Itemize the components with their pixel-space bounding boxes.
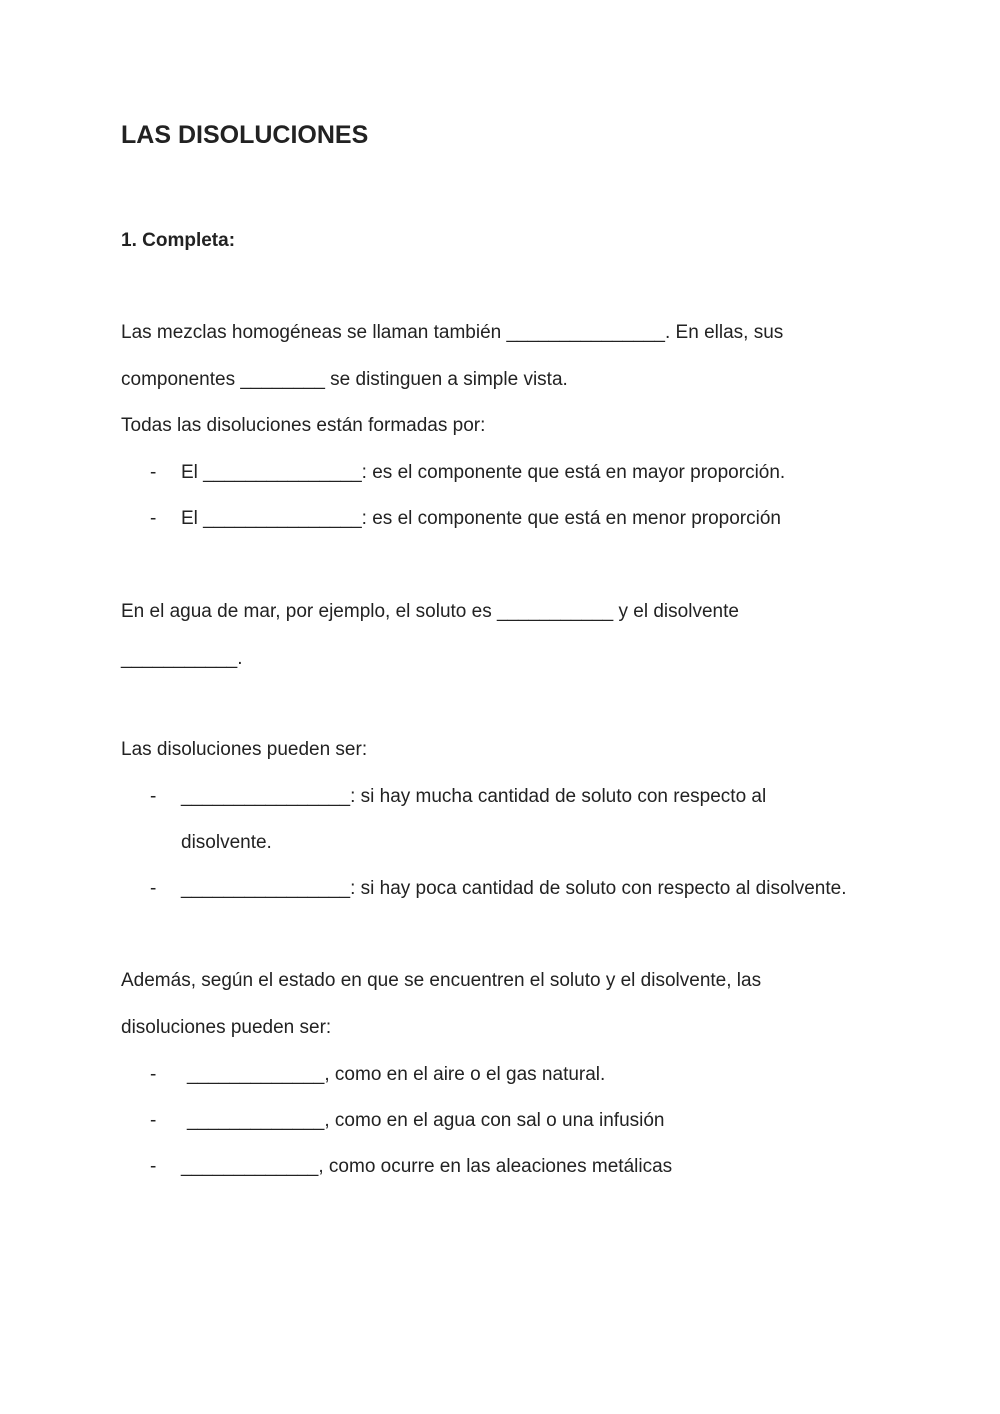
list-item-solvent: El _______________: es el componente que está en mayor proporción. bbox=[181, 462, 786, 483]
para3-intro: Las disoluciones pueden ser: bbox=[121, 739, 368, 760]
para4-line2: disoluciones pueden ser: bbox=[121, 1017, 332, 1038]
bullet-dash: - bbox=[150, 462, 157, 483]
page-title: LAS DISOLUCIONES bbox=[121, 121, 369, 149]
list-item-diluted: ________________: si hay poca cantidad de soluto con respecto al disolvente. bbox=[181, 878, 847, 899]
question-heading: 1. Completa: bbox=[121, 230, 236, 251]
para2-line1: En el agua de mar, por ejemplo, el soluto es ___________ y el disolvente bbox=[121, 601, 739, 622]
bullet-dash: - bbox=[150, 1110, 157, 1131]
list-item-concentrated: ________________: si hay mucha cantidad de soluto con respecto al bbox=[181, 786, 767, 807]
para1-line2: componentes ________ se distinguen a simple vista. bbox=[121, 369, 568, 390]
list-item-solute: El _______________: es el componente que está en menor proporción bbox=[181, 508, 781, 529]
para1-line1: Las mezclas homogéneas se llaman también _______________. En ellas, sus bbox=[121, 322, 784, 343]
bullet-dash: - bbox=[150, 878, 157, 899]
para4-line1: Además, según el estado en que se encuentren el soluto y el disolvente, las bbox=[121, 970, 762, 991]
para2-line2: ___________. bbox=[121, 648, 243, 669]
list-item-concentrated-cont: disolvente. bbox=[181, 832, 272, 853]
para1-line3: Todas las disoluciones están formadas por: bbox=[121, 415, 486, 436]
list-item-liquid: _____________, como en el agua con sal o una infusión bbox=[187, 1110, 665, 1131]
bullet-dash: - bbox=[150, 786, 157, 807]
list-item-solid: _____________, como ocurre en las aleaciones metálicas bbox=[181, 1156, 673, 1177]
bullet-dash: - bbox=[150, 508, 157, 529]
list-item-gaseous: _____________, como en el aire o el gas natural. bbox=[187, 1064, 606, 1085]
bullet-dash: - bbox=[150, 1156, 157, 1177]
bullet-dash: - bbox=[150, 1064, 157, 1085]
